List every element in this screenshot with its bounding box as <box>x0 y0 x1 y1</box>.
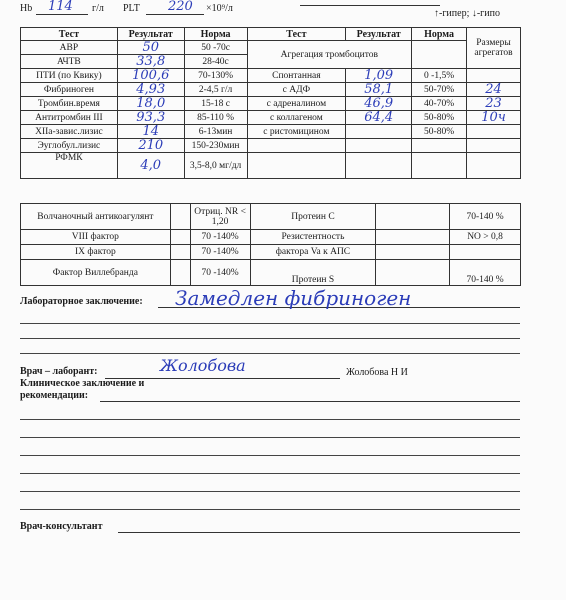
row-norm-2: 40-70% <box>412 97 467 111</box>
factor-name: VIII фактор <box>21 230 171 245</box>
clinical-label-1: Клиническое заключение и <box>20 378 145 389</box>
table-row <box>21 111 521 125</box>
row-test: Тромбин.время <box>21 97 118 111</box>
lab-doctor-label: Врач – лаборант: <box>20 366 98 377</box>
table-header-row <box>21 28 521 41</box>
row-empty <box>412 139 467 153</box>
row-test: АЧТВ <box>21 55 118 69</box>
table-row <box>21 83 521 97</box>
header-result: Результат <box>117 28 184 41</box>
row-norm-2: 0 -1,5% <box>412 69 467 83</box>
consultant-label: Врач-консультант <box>20 521 103 532</box>
row-result: 210 <box>117 139 184 153</box>
factor-result <box>170 230 190 245</box>
plt-value: 220 <box>168 0 193 14</box>
row-test: Фибриноген <box>21 83 118 97</box>
hb-underline <box>36 14 88 15</box>
row-size <box>467 69 521 83</box>
row-test-2: с ристомицином <box>247 125 346 139</box>
row-norm: 85-110 % <box>184 111 247 125</box>
row-norm: 70-130% <box>184 69 247 83</box>
header-right-line <box>300 5 440 6</box>
hb-unit: г/л <box>92 3 104 14</box>
factor-name-2: Резистентность <box>250 230 376 245</box>
header-test-2: Тест <box>247 28 346 41</box>
header-test: Тест <box>21 28 118 41</box>
row-empty <box>346 153 412 179</box>
row-norm: 50 -70с <box>184 41 247 55</box>
sizes-header: Размеры агрегатов <box>467 28 521 69</box>
row-norm: 3,5-8,0 мг/дл <box>184 153 247 179</box>
factor-norm-2: 70-140 % <box>450 204 521 230</box>
factor-name-2: фактора Va к АПС <box>250 245 376 260</box>
table-row <box>21 69 521 83</box>
row-result: 18,0 <box>117 97 184 111</box>
header-norm-2: Норма <box>412 28 467 41</box>
factor-result-2 <box>376 245 450 260</box>
factor-name: Фактор Виллебранда <box>21 260 171 286</box>
row-norm-2: 50-80% <box>412 125 467 139</box>
plt-unit: ×10⁹/л <box>206 3 233 14</box>
row-test-2: с коллагеном <box>247 111 346 125</box>
legend-text: ↑-гипер; ↓-гипо <box>434 8 500 19</box>
row-norm-2: 50-70% <box>412 83 467 97</box>
row-result: 50 <box>117 41 184 55</box>
row-test-2: с адреналином <box>247 97 346 111</box>
factor-result-2 <box>376 260 450 286</box>
table-row <box>21 153 521 179</box>
row-test-2: Спонтанная <box>247 69 346 83</box>
clinical-underline <box>100 401 520 402</box>
row-test-2: с АДФ <box>247 83 346 97</box>
aggregation-header: Агрегация тромбоцитов <box>247 41 412 69</box>
header-norm: Норма <box>184 28 247 41</box>
table-row <box>21 97 521 111</box>
row-empty <box>247 153 346 179</box>
row-empty <box>247 139 346 153</box>
row-empty <box>467 139 521 153</box>
row-test: Эуглобул.лизис <box>21 139 118 153</box>
plt-underline <box>146 14 204 15</box>
factor-result-2 <box>376 204 450 230</box>
row-size: 23 <box>467 97 521 111</box>
row-result: 4,93 <box>117 83 184 97</box>
factor-norm: 70 -140% <box>190 245 250 260</box>
table-row <box>21 125 521 139</box>
row-result: 4,0 <box>117 153 184 179</box>
row-result: 33,8 <box>117 55 184 69</box>
row-test: РФМК <box>21 153 118 179</box>
table-row <box>21 41 521 55</box>
row-result-2: 46,9 <box>346 97 412 111</box>
row-test: XIIа-завис.лизис <box>21 125 118 139</box>
row-test: АВР <box>21 41 118 55</box>
row-result: 93,3 <box>117 111 184 125</box>
row-norm: 2-4,5 г/л <box>184 83 247 97</box>
row-norm: 150-230мин <box>184 139 247 153</box>
factor-name-2: Протеин S <box>250 260 376 286</box>
factor-result <box>170 204 190 230</box>
factor-name-2: Протеин С <box>250 204 376 230</box>
row-norm: 28-40с <box>184 55 247 69</box>
row-norm-2: 50-80% <box>412 111 467 125</box>
plt-label: PLT <box>123 3 140 14</box>
lab-conclusion-label: Лабораторное заключение: <box>20 296 143 307</box>
row-test: Антитромбин III <box>21 111 118 125</box>
factor-name: IX фактор <box>21 245 171 260</box>
row-result-2: 64,4 <box>346 111 412 125</box>
coagulation-table <box>20 27 521 179</box>
row-result: 14 <box>117 125 184 139</box>
factor-result <box>170 260 190 286</box>
row-result-2: 58,1 <box>346 83 412 97</box>
row-empty <box>412 41 467 69</box>
hb-value: 114 <box>48 0 73 14</box>
table-row <box>21 139 521 153</box>
row-empty <box>346 139 412 153</box>
clinical-label-2: рекомендации: <box>20 390 89 401</box>
lab-doctor-name: Жолобова Н И <box>346 367 408 378</box>
row-result-2 <box>346 125 412 139</box>
row-result: 100,6 <box>117 69 184 83</box>
row-size: 10ч <box>467 111 521 125</box>
table-row <box>21 230 521 245</box>
lab-conclusion-value: Замедлен фибриноген <box>175 286 412 310</box>
factor-result-2 <box>376 230 450 245</box>
row-norm: 6-13мин <box>184 125 247 139</box>
table-row <box>21 260 521 286</box>
row-result-2: 1,09 <box>346 69 412 83</box>
row-empty <box>412 153 467 179</box>
row-size: 24 <box>467 83 521 97</box>
factor-norm: 70 -140% <box>190 260 250 286</box>
factor-norm-2 <box>450 245 521 260</box>
lab-doctor-signature: Жолобова <box>160 356 246 375</box>
factor-norm: 70 -140% <box>190 230 250 245</box>
header-result-2: Результат <box>346 28 412 41</box>
row-test: ПТИ (по Квику) <box>21 69 118 83</box>
table-row <box>21 204 521 230</box>
row-norm: 15-18 с <box>184 97 247 111</box>
hb-label: Hb <box>20 3 33 14</box>
row-empty <box>467 153 521 179</box>
table-row <box>21 245 521 260</box>
consultant-underline <box>118 532 520 533</box>
factor-result <box>170 245 190 260</box>
factor-norm: Отриц. NR < 1,20 <box>190 204 250 230</box>
row-size <box>467 125 521 139</box>
factor-norm-2: NO > 0,8 <box>450 230 521 245</box>
factor-name: Волчаночный антикоагулянт <box>21 204 171 230</box>
factor-norm-2: 70-140 % <box>450 260 521 286</box>
factors-table <box>20 203 521 286</box>
